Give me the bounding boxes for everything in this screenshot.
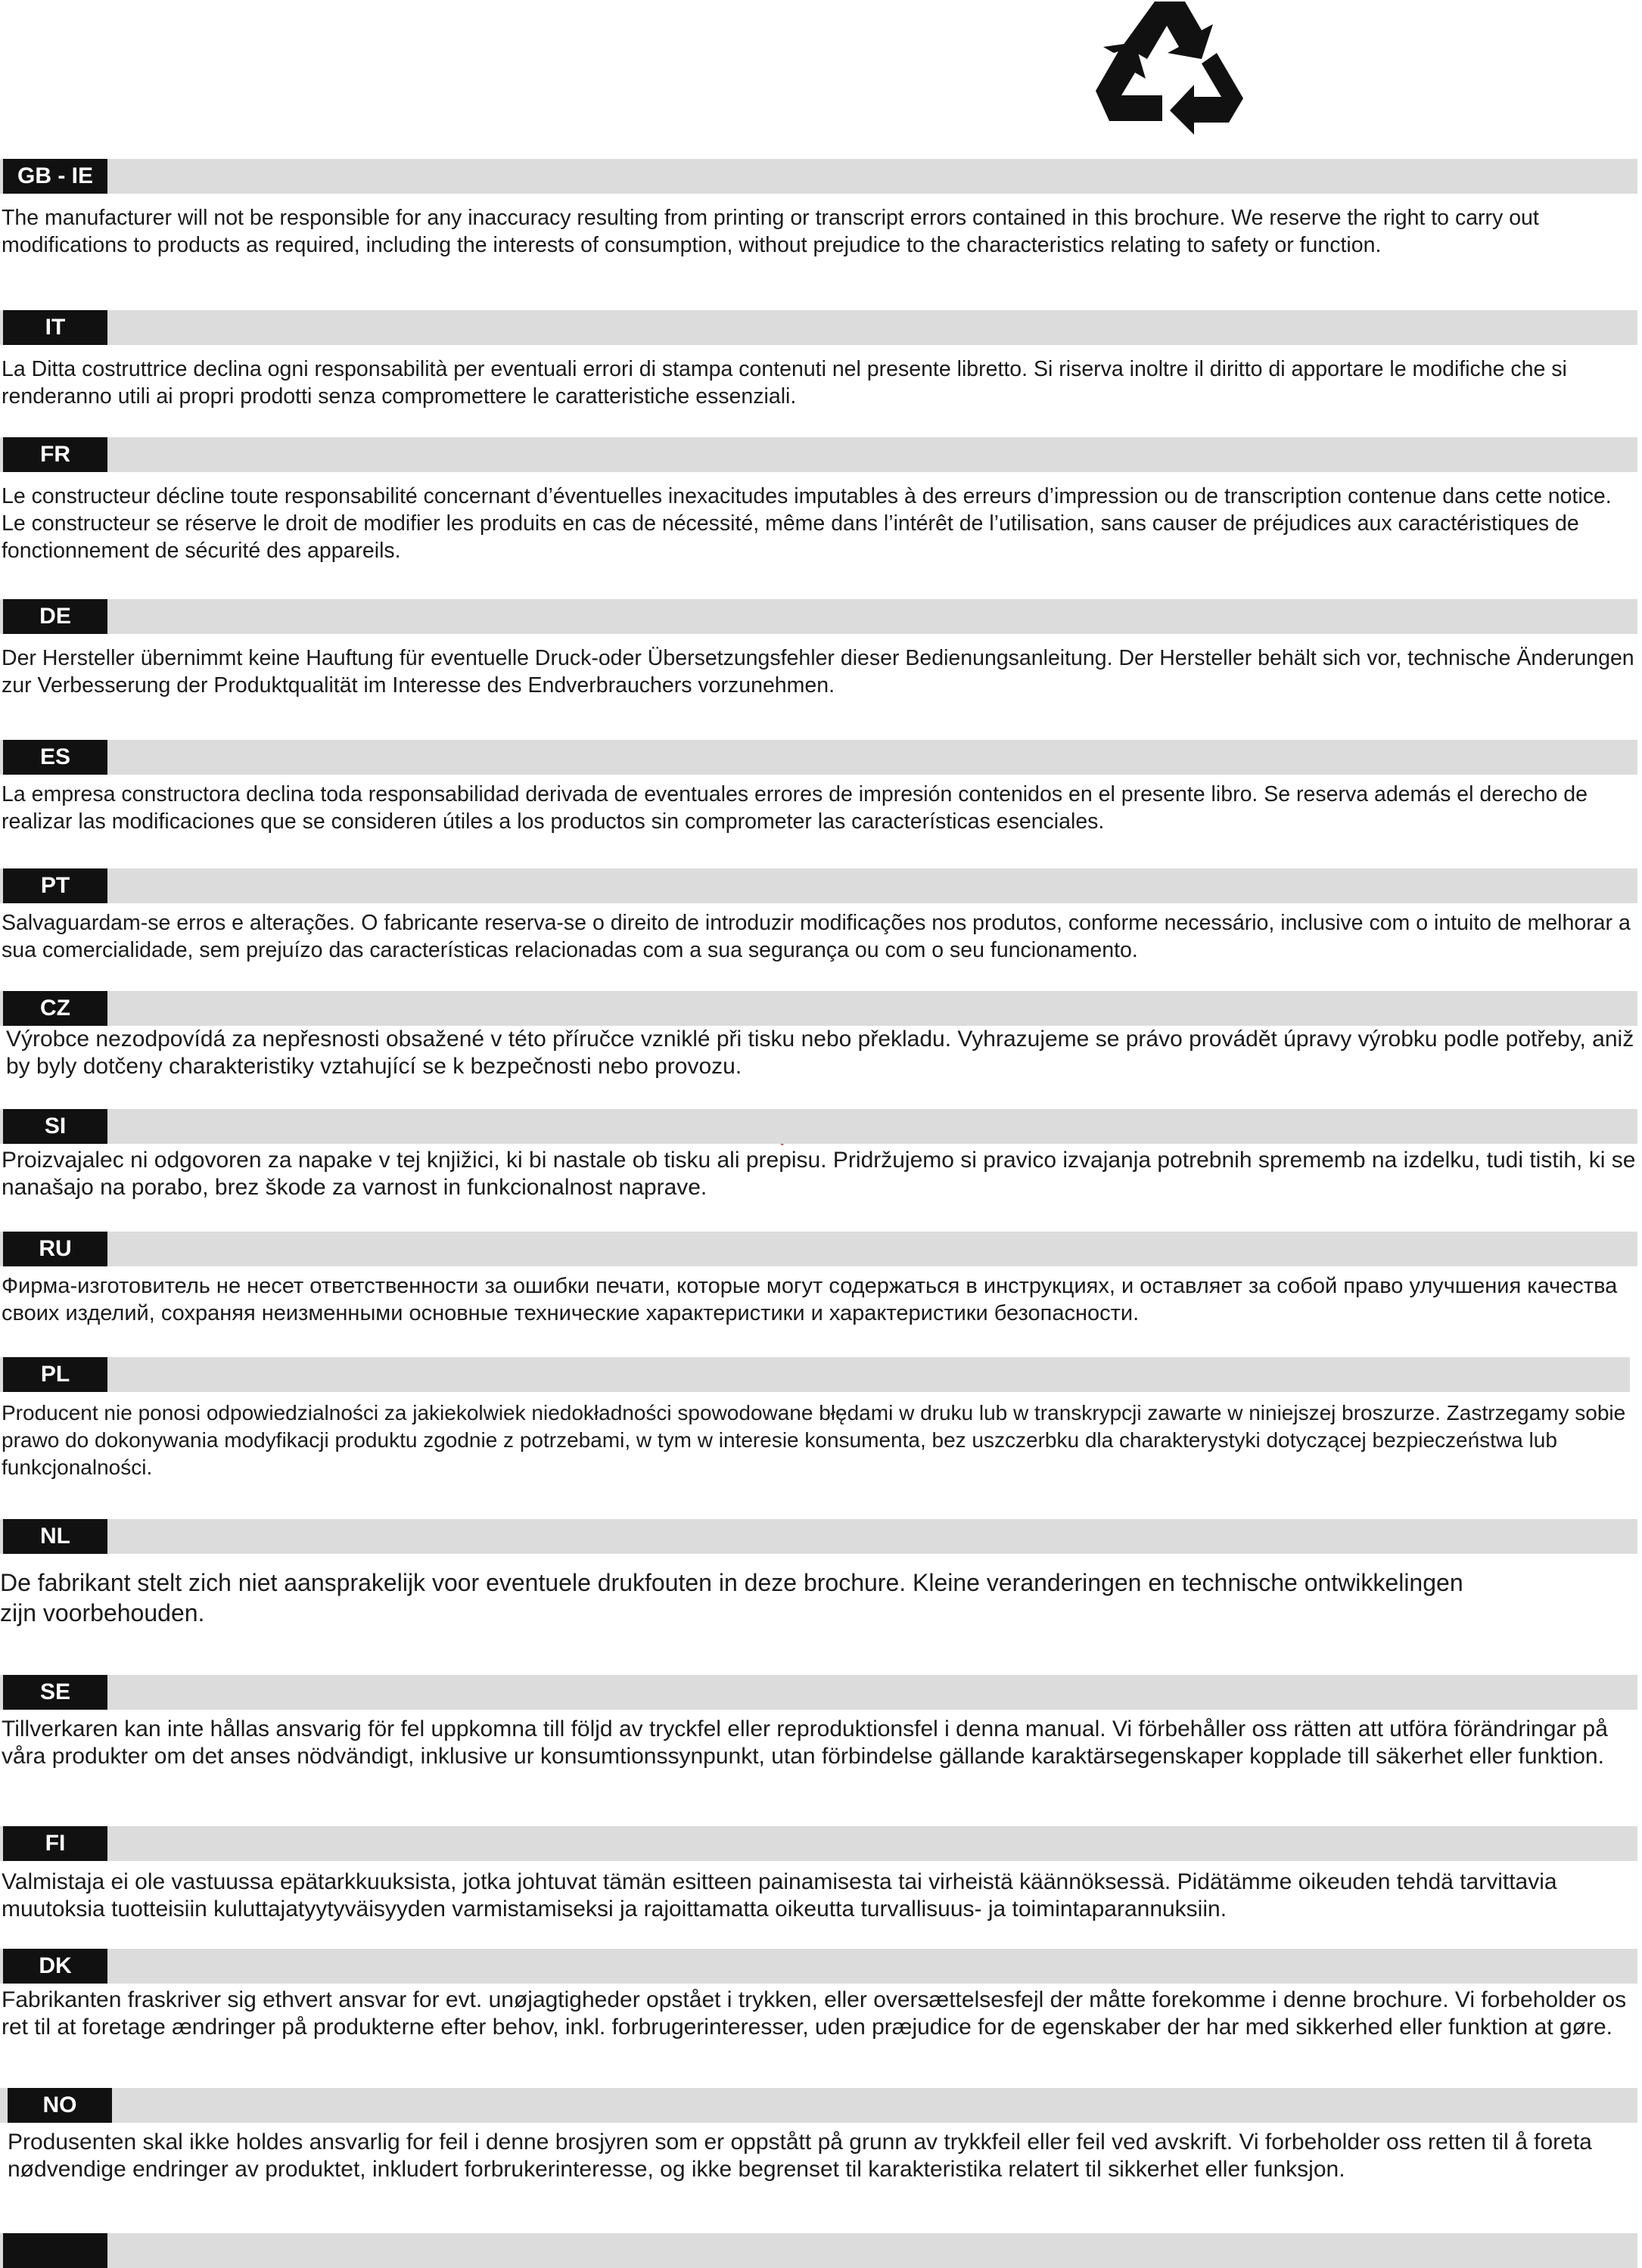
section-disclaimer-text: Salvaguardam-se erros e alterações. O fabricante reserva-se o direito de introduzir modificações nos produtos, conforme necessário, inclusive com o intuito de melhorar a sua comercialidade, sem prejuízo das características relacionadas com a sua segurança ou com o seu funcionamento. bbox=[2, 911, 1631, 962]
section-disclaimer-text: Producent nie ponosi odpowiedzialności za jakiekolwiek niedokładności spowodowane błędami w druku lub w transkrypcji zawarte w niniejszej broszurze. Zastrzegamy sobie prawo do dokonywania modyfikacji produktu zgodnie z potrzebami, w tym w interesie konsumenta, bez uszczerbku dla charakterystyki dotyczącej bezpieczeństwa lub funkcjonalności. bbox=[2, 1401, 1626, 1479]
section-language-code: GB - IE bbox=[3, 159, 107, 194]
section-disclaimer-text: La empresa constructora declina toda responsabilidad derivada de eventuales errores de impresión contenidos en el presente libro. Se reserva además el derecho de realizar las modificaciones que se consideren útiles a los productos sin comprometer las características esenciales. bbox=[2, 782, 1588, 834]
section-language-code: DE bbox=[3, 599, 107, 634]
section-disclaimer-text: La Ditta costruttrice declina ogni responsabilità per eventuali errori di stampa contenuti nel presente libretto. Si riserva inoltre il diritto di apportare le modifiche che si renderanno utili ai propri prodotti senza compromettere le caratteristiche essenziali. bbox=[2, 357, 1567, 409]
section-disclaimer-text: Výrobce nezodpovídá za nepřesnosti obsažené v této příručce vzniklé při tisku nebo překladu. Vyhrazujeme se právo provádět úpravy výrobku podle potřeby, aniž by byly dotčeny charakteristiky vztahující se k bezpečnosti nebo provozu. bbox=[6, 1027, 1634, 1079]
section-language-code: RU bbox=[3, 1232, 107, 1266]
section-header-bar bbox=[0, 868, 1637, 903]
section-disclaimer-text: The manufacturer will not be responsible for any inaccuracy resulting from printing or transcript errors contained in this brochure. We reserve the right to carry out modifications to products as required, including the interests of consumption, without prejudice to the characteristics relating to safety or function. bbox=[2, 206, 1539, 257]
section-header-bar bbox=[0, 159, 1637, 194]
section-disclaimer-text: Produsenten skal ikke holdes ansvarlig for feil i denne brosjyren som er oppstått på grunn av trykkfeil eller feil ved avskrift. Vi forbeholder oss retten til å foreta nødvendige endringer av produktet, inkludert forbrukerinteresse, og ikke begrenset til karakteristika relatert til sikkerhet eller funksjon. bbox=[8, 2130, 1592, 2182]
section-header-bar bbox=[0, 310, 1637, 345]
section-disclaimer-text: Proizvajalec ni odgovoren za napake v tej knjižici, ki bi nastale ob tisku ali prepisu. Pridržujemo si pravico izvajanja potrebnih sprememb na izdelku, tudi tistih, ki se nanašajo na porabo, brez škode za varnost in funkcionalnost naprave. bbox=[2, 1148, 1636, 1200]
section-header-bar bbox=[0, 437, 1637, 472]
section-header-bar bbox=[0, 740, 1637, 775]
recycling-symbol-icon bbox=[1088, 0, 1247, 144]
section-header-bar bbox=[0, 1826, 1637, 1861]
section-language-code: NO bbox=[8, 2088, 112, 2123]
section-disclaimer-text: Tillverkaren kan inte hållas ansvarig för fel uppkomna till följd av tryckfel eller reproduktionsfel i denna manual. Vi förbehåller oss rätten att utföra förändringar på våra produkter om det anses nödvändigt, inklusive ur konsumtionssynpunkt, utan förbindelse gällande karaktärsegenskaper kopplade till säkerhet eller funktion. bbox=[2, 1717, 1608, 1769]
section-language-code: ES bbox=[3, 740, 107, 775]
section-header-bar bbox=[0, 2088, 1637, 2123]
section-header-bar bbox=[0, 1519, 1637, 1554]
section-disclaimer-text: Fabrikanten fraskriver sig ethvert ansvar for evt. unøjagtigheder opstået i trykken, eller oversættelsesfejl der måtte forekomme i denne brochure. Vi forbeholder os ret til at foretage ændringer på produkterne efter behov, inkl. forbrugerinteresser, uden præjudice for de egenskaber der har med sikkerhed eller funktion at gøre. bbox=[2, 1987, 1627, 2040]
section-header-bar bbox=[0, 2233, 1637, 2268]
section-disclaimer-text: Der Hersteller übernimmt keine Hauftung für eventuelle Druck-oder Übersetzungsfehler dieser Bedienungsanleitung. Der Hersteller behält sich vor, technische Änderungen zur Verbesserung der Produktqualität im Interesse des Endverbrauchers vorzunehmen. bbox=[2, 646, 1634, 697]
section-language-code: IT bbox=[3, 310, 107, 345]
section-language-code: SI bbox=[3, 1109, 107, 1144]
section-language-code bbox=[3, 2233, 107, 2268]
section-header-bar bbox=[0, 991, 1637, 1026]
section-header-bar bbox=[0, 1675, 1637, 1710]
section-header-bar bbox=[0, 1232, 1637, 1266]
section-header-bar bbox=[0, 1949, 1637, 1984]
section-language-code: PL bbox=[3, 1357, 107, 1392]
section-language-code: DK bbox=[3, 1949, 107, 1984]
section-language-code: CZ bbox=[3, 991, 107, 1026]
section-language-code: FR bbox=[3, 437, 107, 472]
section-language-code: PT bbox=[3, 868, 107, 903]
section-header-bar bbox=[0, 599, 1637, 634]
section-header-bar bbox=[0, 1357, 1630, 1392]
section-disclaimer-text: Le constructeur décline toute responsabilité concernant d’éventuelles inexacitudes imputables à des erreurs d’impression ou de transcription contenue dans cette notice. Le constructeur se réserve le droit de modifier les produits en cas de nécessité, même dans l’intérêt de l’utilisation, sans causer de préjudices aux caractéristiques de fonctionnement de sécurité des appareils. bbox=[2, 484, 1612, 563]
section-language-code: FI bbox=[3, 1826, 107, 1861]
section-disclaimer-text: Valmistaja ei ole vastuussa epätarkkuuksista, jotka johtuvat tämän esitteen painamisesta tai virheistä käännöksessä. Pidätämme oikeuden tehdä tarvittavia muutoksia tuotteisiin kuluttajatyytyväisyyden varmistamiseksi ja rajoittamatta oikeutta turvallisuus- ja toimintaparannuksiin. bbox=[2, 1869, 1557, 1922]
section-disclaimer-text: Фирма-изготовитель не несет ответственности за ошибки печати, которые могут содержаться в инструкциях, и оставляет за собой право улучшения качества своих изделий, сохраняя неизменными основные технические характеристики и характеристики безопасности. bbox=[2, 1274, 1618, 1325]
section-language-code: NL bbox=[3, 1519, 107, 1554]
section-header-bar bbox=[0, 1109, 1637, 1144]
section-disclaimer-text: De fabrikant stelt zich niet aansprakelijk voor eventuele drukfouten in deze brochure. Kleine veranderingen en technische ontwikkelingen zijn voorbehouden. bbox=[0, 1569, 1463, 1626]
section-language-code: SE bbox=[3, 1675, 107, 1710]
